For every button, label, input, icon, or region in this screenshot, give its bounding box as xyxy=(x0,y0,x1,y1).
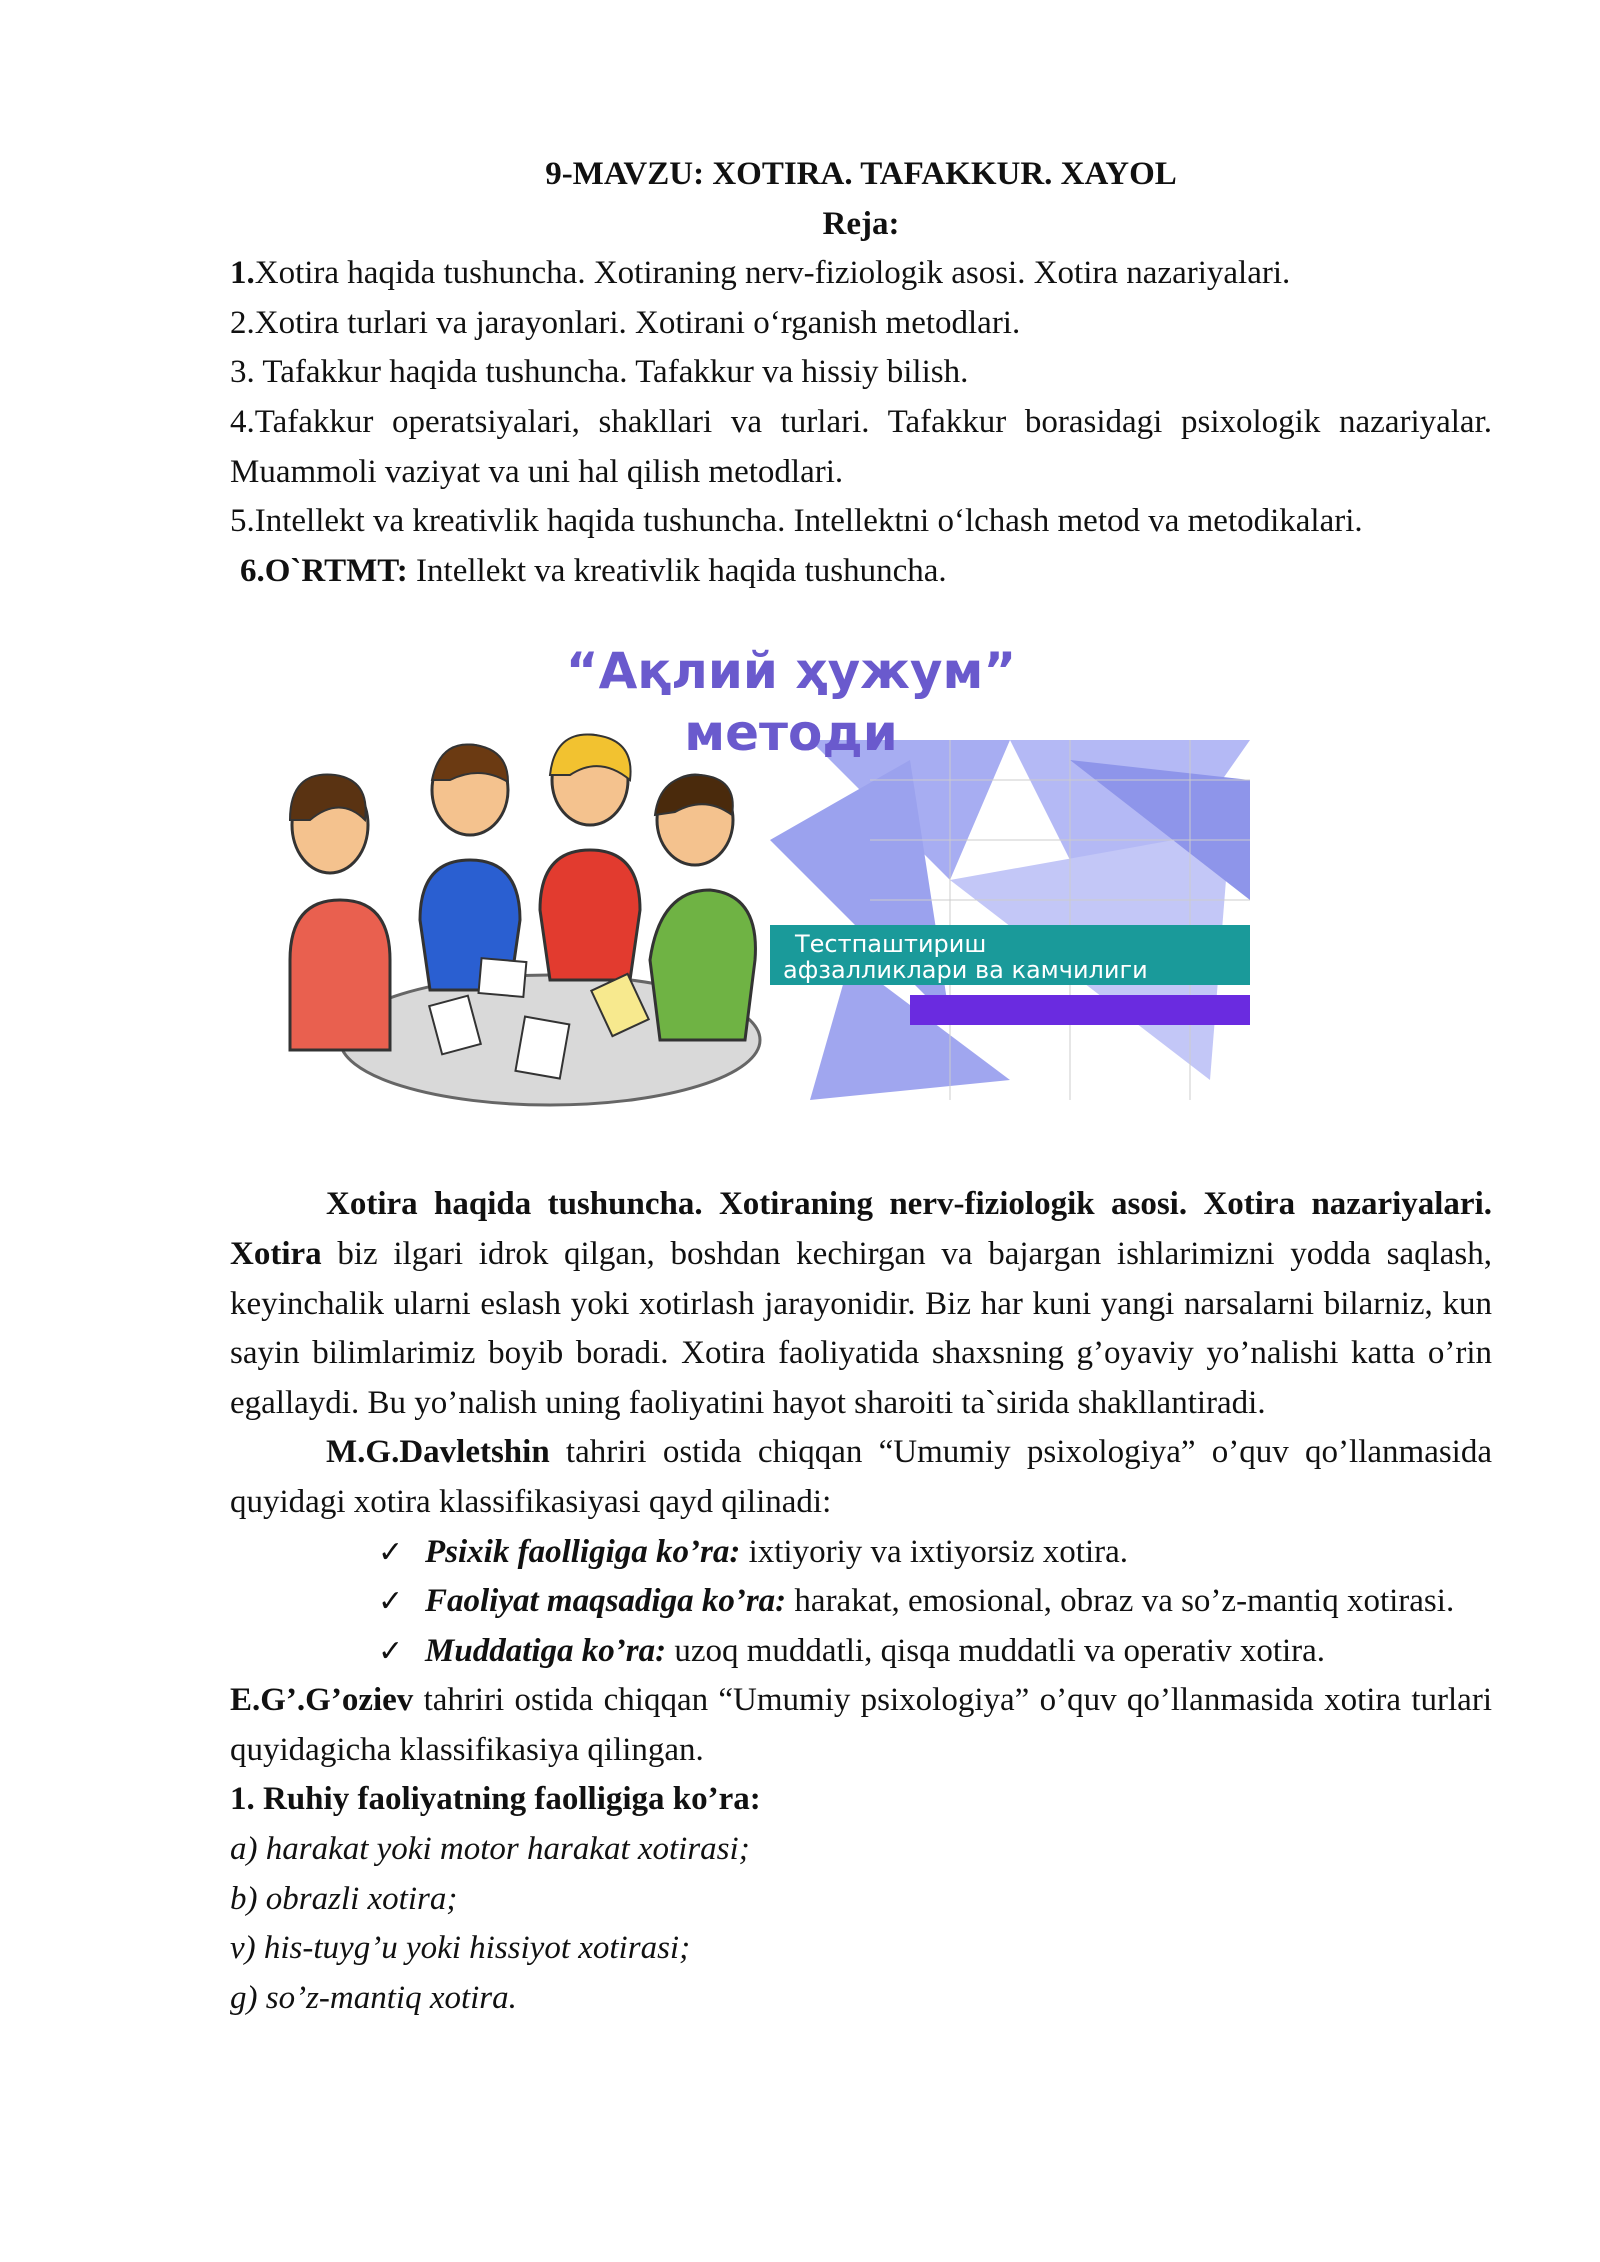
plan-item-2: 2.Xotira turlari va jarayonlari. Xotirani o‘rganish metodlari. xyxy=(230,304,1021,341)
plan-item-6-label: 6.O`RTMT: xyxy=(240,552,408,589)
plan-item-5: 5.Intellekt va kreativlik haqida tushuncha. Intellektni o‘lchash metod va metodikalari. xyxy=(230,503,1363,540)
checklist-item-label: Faoliyat maqsadiga ko’ra: xyxy=(425,1583,787,1620)
list-item: b) obrazli xotira; xyxy=(230,1880,458,1917)
paragraph-goziev xyxy=(230,1676,1492,1775)
checklist-item xyxy=(378,1627,1492,1677)
plan-item-1-text: Xotira haqida tushuncha. Xotiraning nerv-fiziologik asosi. Xotira nazariyalari. xyxy=(254,255,1291,292)
banner-line-2: афзалликлари ва камчилиги xyxy=(783,956,1148,985)
document-page xyxy=(230,150,1492,2023)
checklist-item-text: ixtiyoriy va ixtiyorsiz xotira. xyxy=(740,1533,1129,1570)
paragraph-memory-heading: Xotira haqida tushuncha. Xotiraning nerv-fiziologik asosi. Xotira nazariyalari. xyxy=(326,1186,1492,1223)
person-3 xyxy=(540,735,640,981)
figure-title-line-2: методи xyxy=(684,704,898,763)
sub-heading: 1. Ruhiy faoliyatning faolligiga ko’ra: xyxy=(230,1781,761,1818)
checklist-item-label: Muddatiga ko’ra: xyxy=(425,1632,667,1669)
checklist-item-text: harakat, emosional, obraz va so’z-mantiq xotirasi. xyxy=(786,1583,1455,1620)
list-item: a) harakat yoki motor harakat xotirasi; xyxy=(230,1831,750,1868)
person-4 xyxy=(650,775,755,1040)
background-shapes xyxy=(770,740,1250,1100)
page-title: 9-MAVZU: XOTIRA. TAFAKKUR. XAYOL xyxy=(545,156,1177,192)
checkmark-icon: ✓ xyxy=(378,1584,404,1620)
plan-item-6-text: Intellekt va kreativlik haqida tushuncha. xyxy=(407,552,947,589)
person-2 xyxy=(420,745,520,991)
list-item: g) so’z-mantiq xotira. xyxy=(230,1979,517,2016)
paragraph-davletshin-text: tahriri ostida chiqqan “Umumiy psixologiya” o’quv qo’llanmasida quyidagi xotira klassifikasiyasi qayd qilinadi: xyxy=(230,1434,1492,1520)
plan-item-4: 4.Tafakkur operatsiyalari, shakllari va turlari. Tafakkur borasidagi psixologik nazariyalar. Muammoli vaziyat va uni hal qilish metodlari. xyxy=(230,403,1492,490)
paragraph-memory-term: Xotira xyxy=(230,1235,322,1272)
person-1 xyxy=(290,775,390,1050)
classification-checklist xyxy=(230,1528,1492,1677)
checkmark-icon: ✓ xyxy=(378,1633,404,1669)
paragraph-memory xyxy=(230,1180,1492,1428)
author-goziev: E.G’.G’oziev xyxy=(230,1682,414,1719)
author-davletshin: M.G.Davletshin xyxy=(326,1434,550,1471)
plan-heading: Reja: xyxy=(822,205,900,242)
figure-title xyxy=(230,640,1492,764)
paragraph-goziev-text: tahriri ostida chiqqan “Umumiy psixologiya” o’quv qo’llanmasida xotira turlari quyidagicha klassifikasiya qilingan. xyxy=(230,1682,1492,1768)
paragraph-memory-text: biz ilgari idrok qilgan, boshdan kechirgan va bajargan ishlarimizni yodda saqlash, keyinchalik ularni eslash yoki xotirlash jarayonidir. Biz har kuni yangi narsalarni bilarniz, kun sayin bilimlarimiz boyib boradi. Xotira faoliyatida shaxsning g’oyaviy yo’nalishi katta o’rin egallaydi. Bu yo’nalish uning faoliyatini hayot sharoiti ta`sirida shakllantiradi. xyxy=(230,1235,1492,1421)
paragraph-davletshin xyxy=(230,1428,1492,1527)
plan-item-1-number: 1. xyxy=(230,255,255,292)
checkmark-icon: ✓ xyxy=(378,1534,404,1570)
checklist-item xyxy=(378,1577,1492,1627)
plan-item-1 xyxy=(230,249,1492,299)
banner-line-1: Тестпаштириш xyxy=(795,930,987,959)
list-item: v) his-tuyg’u yoki hissiyot xotirasi; xyxy=(230,1930,691,1967)
plan-item-3: 3. Tafakkur haqida tushuncha. Tafakkur va hissiy bilish. xyxy=(230,354,969,391)
brainstorm-artwork xyxy=(250,720,1270,1120)
checklist-item-label: Psixik faolligiga ko’ra: xyxy=(425,1533,741,1570)
banner-bar xyxy=(910,995,1250,1025)
brainstorm-illustration xyxy=(230,640,1492,1180)
figure-title-line-1: “Ақлий ҳужум” xyxy=(565,642,1017,701)
plan-item-6 xyxy=(230,547,1492,597)
checklist-item xyxy=(378,1528,1492,1578)
checklist-item-text: uzoq muddatli, qisqa muddatli va operativ xotira. xyxy=(666,1632,1326,1669)
